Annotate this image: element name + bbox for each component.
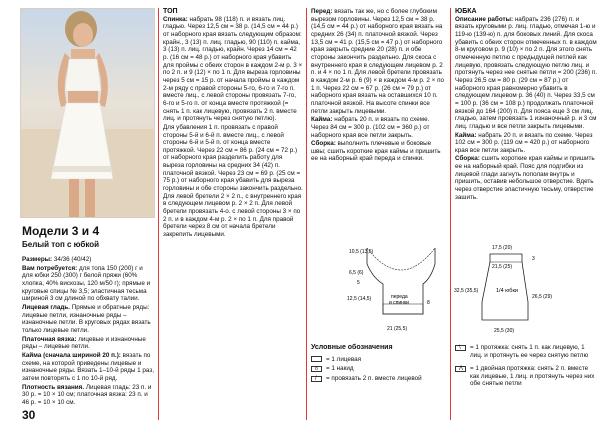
model-photo xyxy=(20,8,155,218)
para-garter: Платочная вязка: лицевые и изнаночные ряды – лицевые петли. xyxy=(22,335,146,351)
dim-label: 21 (25,5) xyxy=(387,326,408,332)
para-border-top: Кайма: набрать 20 п. и вязать по схеме. Через 84 см = 300 р. (102 см = 360 р.) от наборного края все петли закрыть. xyxy=(311,116,430,139)
front-column xyxy=(311,8,447,163)
skirt-schematic xyxy=(452,244,562,336)
photo-image xyxy=(21,9,154,217)
para-skirt-assembly: Сборка: сшить короткие края каймы и пришить ее на наборный край. Пояс для подгибки из лицевой глади загнуть пополам внутрь и пришить, оставив небольшое отверстие. Вдеть через отверстие эластичную тесьму, отверстие зашить. xyxy=(455,155,595,201)
column-divider xyxy=(450,8,451,420)
page-number: 30 xyxy=(22,408,36,422)
para-stockinette: Лицевая гладь. Прямые и обратные ряды: лицевые петли, изнаночные ряды – изнаночные петли. В круговых рядах вязать только лицевые петли. xyxy=(22,303,151,334)
dim-label: 21,5 (25) xyxy=(492,264,513,270)
legend-left xyxy=(311,344,449,384)
dim-label: 6,5 (6) xyxy=(349,270,364,276)
top-schematic xyxy=(345,244,445,334)
top-heading: ТОП xyxy=(163,8,178,15)
para-gauge: Плотность вязания. Лицевая гладь: 23 п. и 30 р. = 10 × 10 см; платочная вязка: 23 п. и 46 р. = 10 × 10 см. xyxy=(22,383,152,406)
para-sizes: Размеры: 34/36 (40/42) xyxy=(22,256,92,263)
model-title: Модели 3 и 4 xyxy=(22,224,100,238)
dim-label: 32,5 (35,5) xyxy=(454,288,479,294)
part-label: переда xyxy=(391,294,408,300)
model-subtitle: Белый топ с юбкой xyxy=(22,240,100,249)
dim-label: 3 xyxy=(532,256,535,262)
para-assembly-top: Сборка: выполнить плечевые и боковые швы; сшить короткие края каймы и пришить ее на наборный край переда и спинки. xyxy=(311,140,441,163)
para-skirt-desc: Описание работы: набрать 236 (276) п. и вязать круговыми р. лиц. гладью, отмечая 1-ю и 119-ю (139-ю) п. для боковых линий. Для скоса убавить с обеих сторон отмеченных п. в каждом 8-м круговом р. 9 (10) × по 2 п. Для этого снять отмеченную петлю с предыдущей петлей как лицевую, провязать следующую петлю лиц. и протянуть через нее снятые петли = 200 (236) п. Через 26,5 см = 80 р. (29 см = 87 р.) от наборного края равномерно убавить в следующем лицевом р. 36 (40) п. Через 33,5 см = 100 р. (36 см = 108 р.) продолжать платочной вязкой до 164 (200) п. Для пояса еще 3 см лиц. гладью, затем провязать 1 изнаночный р. и 3 см лиц. гладью и все петли закрыть лицевыми. xyxy=(455,15,598,130)
legend-item: = 1 лицевая xyxy=(311,356,449,364)
para-border: Кайма (сначала шириной 20 п.): вязать по схеме, на которой приведены лицевые и изнаночные ряды. Вязать 1–10-й ряды 1 раз, затем повторять с 1 по 10-й ряд. xyxy=(22,351,154,382)
dim-label: 10,5 (13,5) xyxy=(349,249,374,255)
dim-label: 25,5 (30) xyxy=(494,328,515,334)
double-decrease-symbol-icon: Λ xyxy=(455,366,466,372)
top-column xyxy=(163,8,303,239)
knit-symbol-icon xyxy=(311,356,322,362)
part-label: 1/4 юбки xyxy=(496,288,518,294)
dim-label: 8 xyxy=(427,300,430,306)
skirt-heading: ЮБКА xyxy=(455,8,477,15)
k2tog-symbol-icon: / xyxy=(311,376,322,382)
part-label: и спинки xyxy=(389,300,409,306)
para-front: Перед: вязать так же, но с более глубоким вырезом горловины. Через 12,5 см = 38 р. (14,5 см = 44 р.) от наборного края вязать на средних 26 (34) п. платочной вязкой. Через 13,5 см = 41 р. (15,5 см = 47 р.) от наборного края закрыть средние 20 (28) п. и обе стороны закончить раздельно. Для скоса с внутреннего края в следующем лицевом р. 2 п. и 4 × по 1 п. Для левой бретели провязать в каждом 2-м р. 6 (9) × в каждом 4-м р. 2 × по 1 п. Через 22 см = 67 р. (26 см = 79 р.) от наборного края вязать на оставшихся 10 п. платочной вязкой. На высоте спинки все петли закрыть лицевыми. xyxy=(311,8,444,115)
skirt-column xyxy=(455,8,597,201)
legend-right xyxy=(455,344,597,390)
legend-item: Λ = 1 двойная протяжка: снять 2 п. вместе как лицевые, 1 лиц. и протянуть через них обе снятые петли xyxy=(455,365,597,388)
para-skirt-border: Кайма: набрать 20 п. и вязать по схеме. Через 102 см = 300 р. (119 см = 420 р.) от наборного края все петли закрыть. xyxy=(455,131,593,154)
legend-item: \ = 1 протяжка: снять 1 п. как лицевую, 1 лиц. и протянуть ее через снятую петлю xyxy=(455,344,597,359)
legend-title: Условные обозначения xyxy=(311,344,393,351)
legend-item: o = 1 накид xyxy=(311,365,449,373)
left-column xyxy=(22,256,154,406)
para-back-cont: Для убавления 1 п. провязать с правой стороны 5-й и 6-й п. вместе лиц., с левой стороны 6-й и 5-й п. от конца вместе протяжкой. Через 22 см = 86 р. (24 см = 72 р.) от наборного края разделить работу для выреза горловины на средних 34 (42) п. платочной вязкой. Через 23 см = 69 р. (25 см = 75 р.) от наборного края убавить для выреза горловины и обе стороны закончить раздельно. Для левой бретели 2 × 2 п., с внутреннего края в следующем лицевом р. 2 × 2 п. Для левой бретели провязать 4-о. с левой стороны 3 × по 2 п. и в каждом 4-м р. 2 × по 1 п. Для правой бретели через 8 см от начала бретели закрепить лицевыми. xyxy=(163,123,303,239)
legend-item: / = провязать 2 п. вместе лицевой xyxy=(311,375,449,383)
dim-label: 26,5 (29) xyxy=(532,294,553,300)
para-materials: Вам потребуется: для топа 150 (200) г и для юбки 250 (300) г белой пряжи (60% хлопка, 40% вискозы, 120 м/50 г); прямые и круговые спицы № 3,5; эластичная тесьма шириной 3 см длиной по обхвату талии. xyxy=(22,264,151,303)
column-divider xyxy=(306,8,307,420)
para-back: Спинка: набрать 98 (118) п. и вязать лиц. гладью. Через 12,5 см = 38 р. (14,5 см = 44 р.) от наборного края вязать следующим образом: крайн., 3 (13) п. лиц. гладью, 90 (110) п. кайма, 3 (13) п. лиц. гладью, крайн. Через 14 см = 42 р. (16 см = 48 р.) от наборного края убавить для проймы с обеих сторон в каждом 2-м р. 3 × по 2 п. и 9 (12) × по 1 п. Для выреза горловины через 5 см = 15 р. от начала проймы в каждом 2-м ряду с правой стороны 5-го, 6-го и 7-го п. вместе лиц., с левой стороны провязать 7-го, 6-го и 5-го п. от конца вместе протяжкой (= снять 1 п. как лицевую, провязать 2 п. вместе лиц. и протянуть через снятую петлю). xyxy=(163,15,303,123)
column-divider xyxy=(158,8,159,420)
dim-label: 12,5 (14,5) xyxy=(347,296,372,302)
dim-label: 5 xyxy=(357,280,360,286)
yarn-over-symbol-icon: o xyxy=(311,366,322,372)
ssk-symbol-icon: \ xyxy=(455,345,466,351)
dim-label: 17,5 (20) xyxy=(492,245,513,251)
